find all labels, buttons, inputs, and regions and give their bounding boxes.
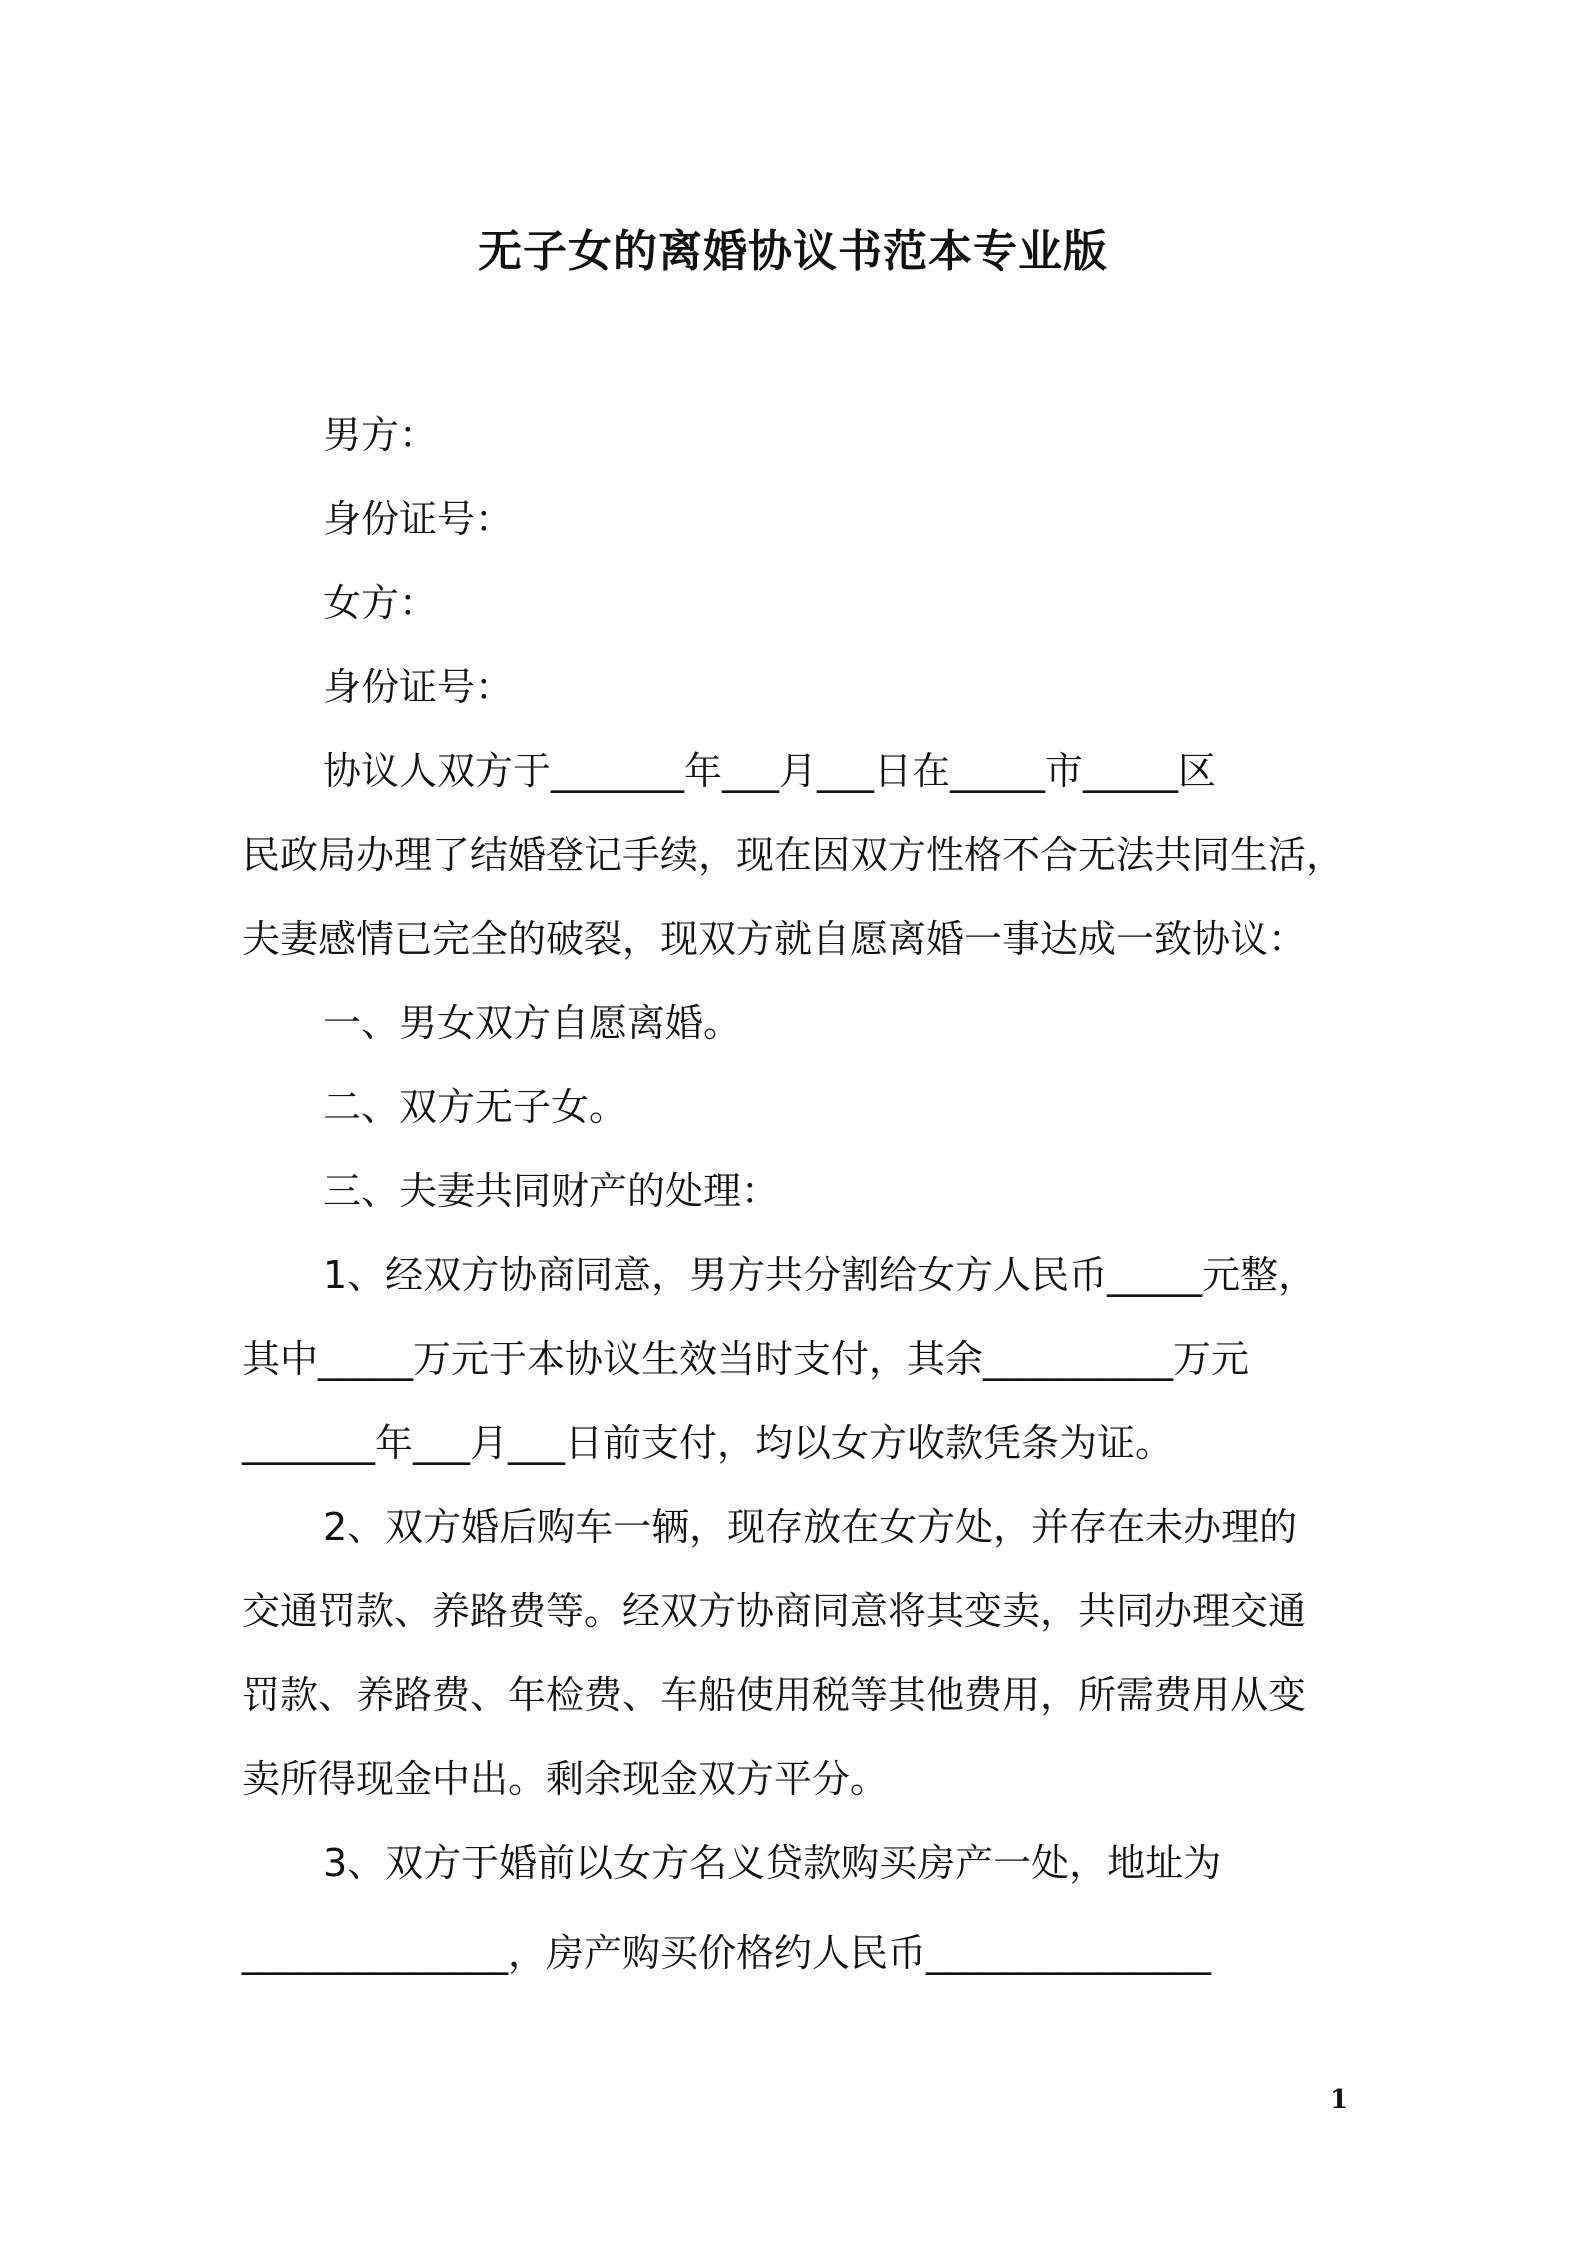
paragraph-line: 其中_____万元于本协议生效当时支付，其余__________万元 (242, 1337, 1250, 1381)
clause-1: 一、男女双方自愿离婚。 (323, 1001, 742, 1045)
paragraph-line: 2、双方婚后购车一辆，现存放在女方处，并存在未办理的 (323, 1505, 1298, 1549)
field-husband-id: 身份证号： (323, 497, 514, 541)
document-title: 无子女的离婚协议书范本专业版 (478, 226, 1108, 277)
field-wife-id: 身份证号： (323, 665, 514, 709)
paragraph-line: 交通罚款、养路费等。经双方协商同意将其变卖，共同办理交通 (242, 1589, 1307, 1633)
paragraph-line: 3、双方于婚前以女方名义贷款购买房产一处，地址为 (323, 1841, 1222, 1885)
paragraph-line: _______年___月___日前支付，均以女方收款凭条为证。 (242, 1421, 1174, 1465)
page-number: 1 (1330, 2085, 1349, 2115)
field-wife: 女方： (323, 581, 438, 625)
paragraph-line: ______________，房产购买价格约人民币_______________ (242, 1931, 1212, 1975)
paragraph-line: 协议人双方于_______年___月___日在_____市_____区 (323, 749, 1217, 793)
paragraph-line: 夫妻感情已完全的破裂，现双方就自愿离婚一事达成一致协议： (242, 917, 1307, 961)
paragraph-line: 罚款、养路费、年检费、车船使用税等其他费用，所需费用从变 (242, 1673, 1307, 1717)
paragraph-line: 1、经双方协商同意，男方共分割给女方人民币_____元整， (323, 1253, 1317, 1297)
clause-3-heading: 三、夫妻共同财产的处理： (323, 1169, 780, 1213)
paragraph-line: 民政局办理了结婚登记手续，现在因双方性格不合无法共同生活， (242, 833, 1345, 877)
clause-2: 二、双方无子女。 (323, 1085, 628, 1129)
field-husband: 男方： (323, 413, 438, 457)
paragraph-line: 卖所得现金中出。剩余现金双方平分。 (242, 1757, 889, 1801)
